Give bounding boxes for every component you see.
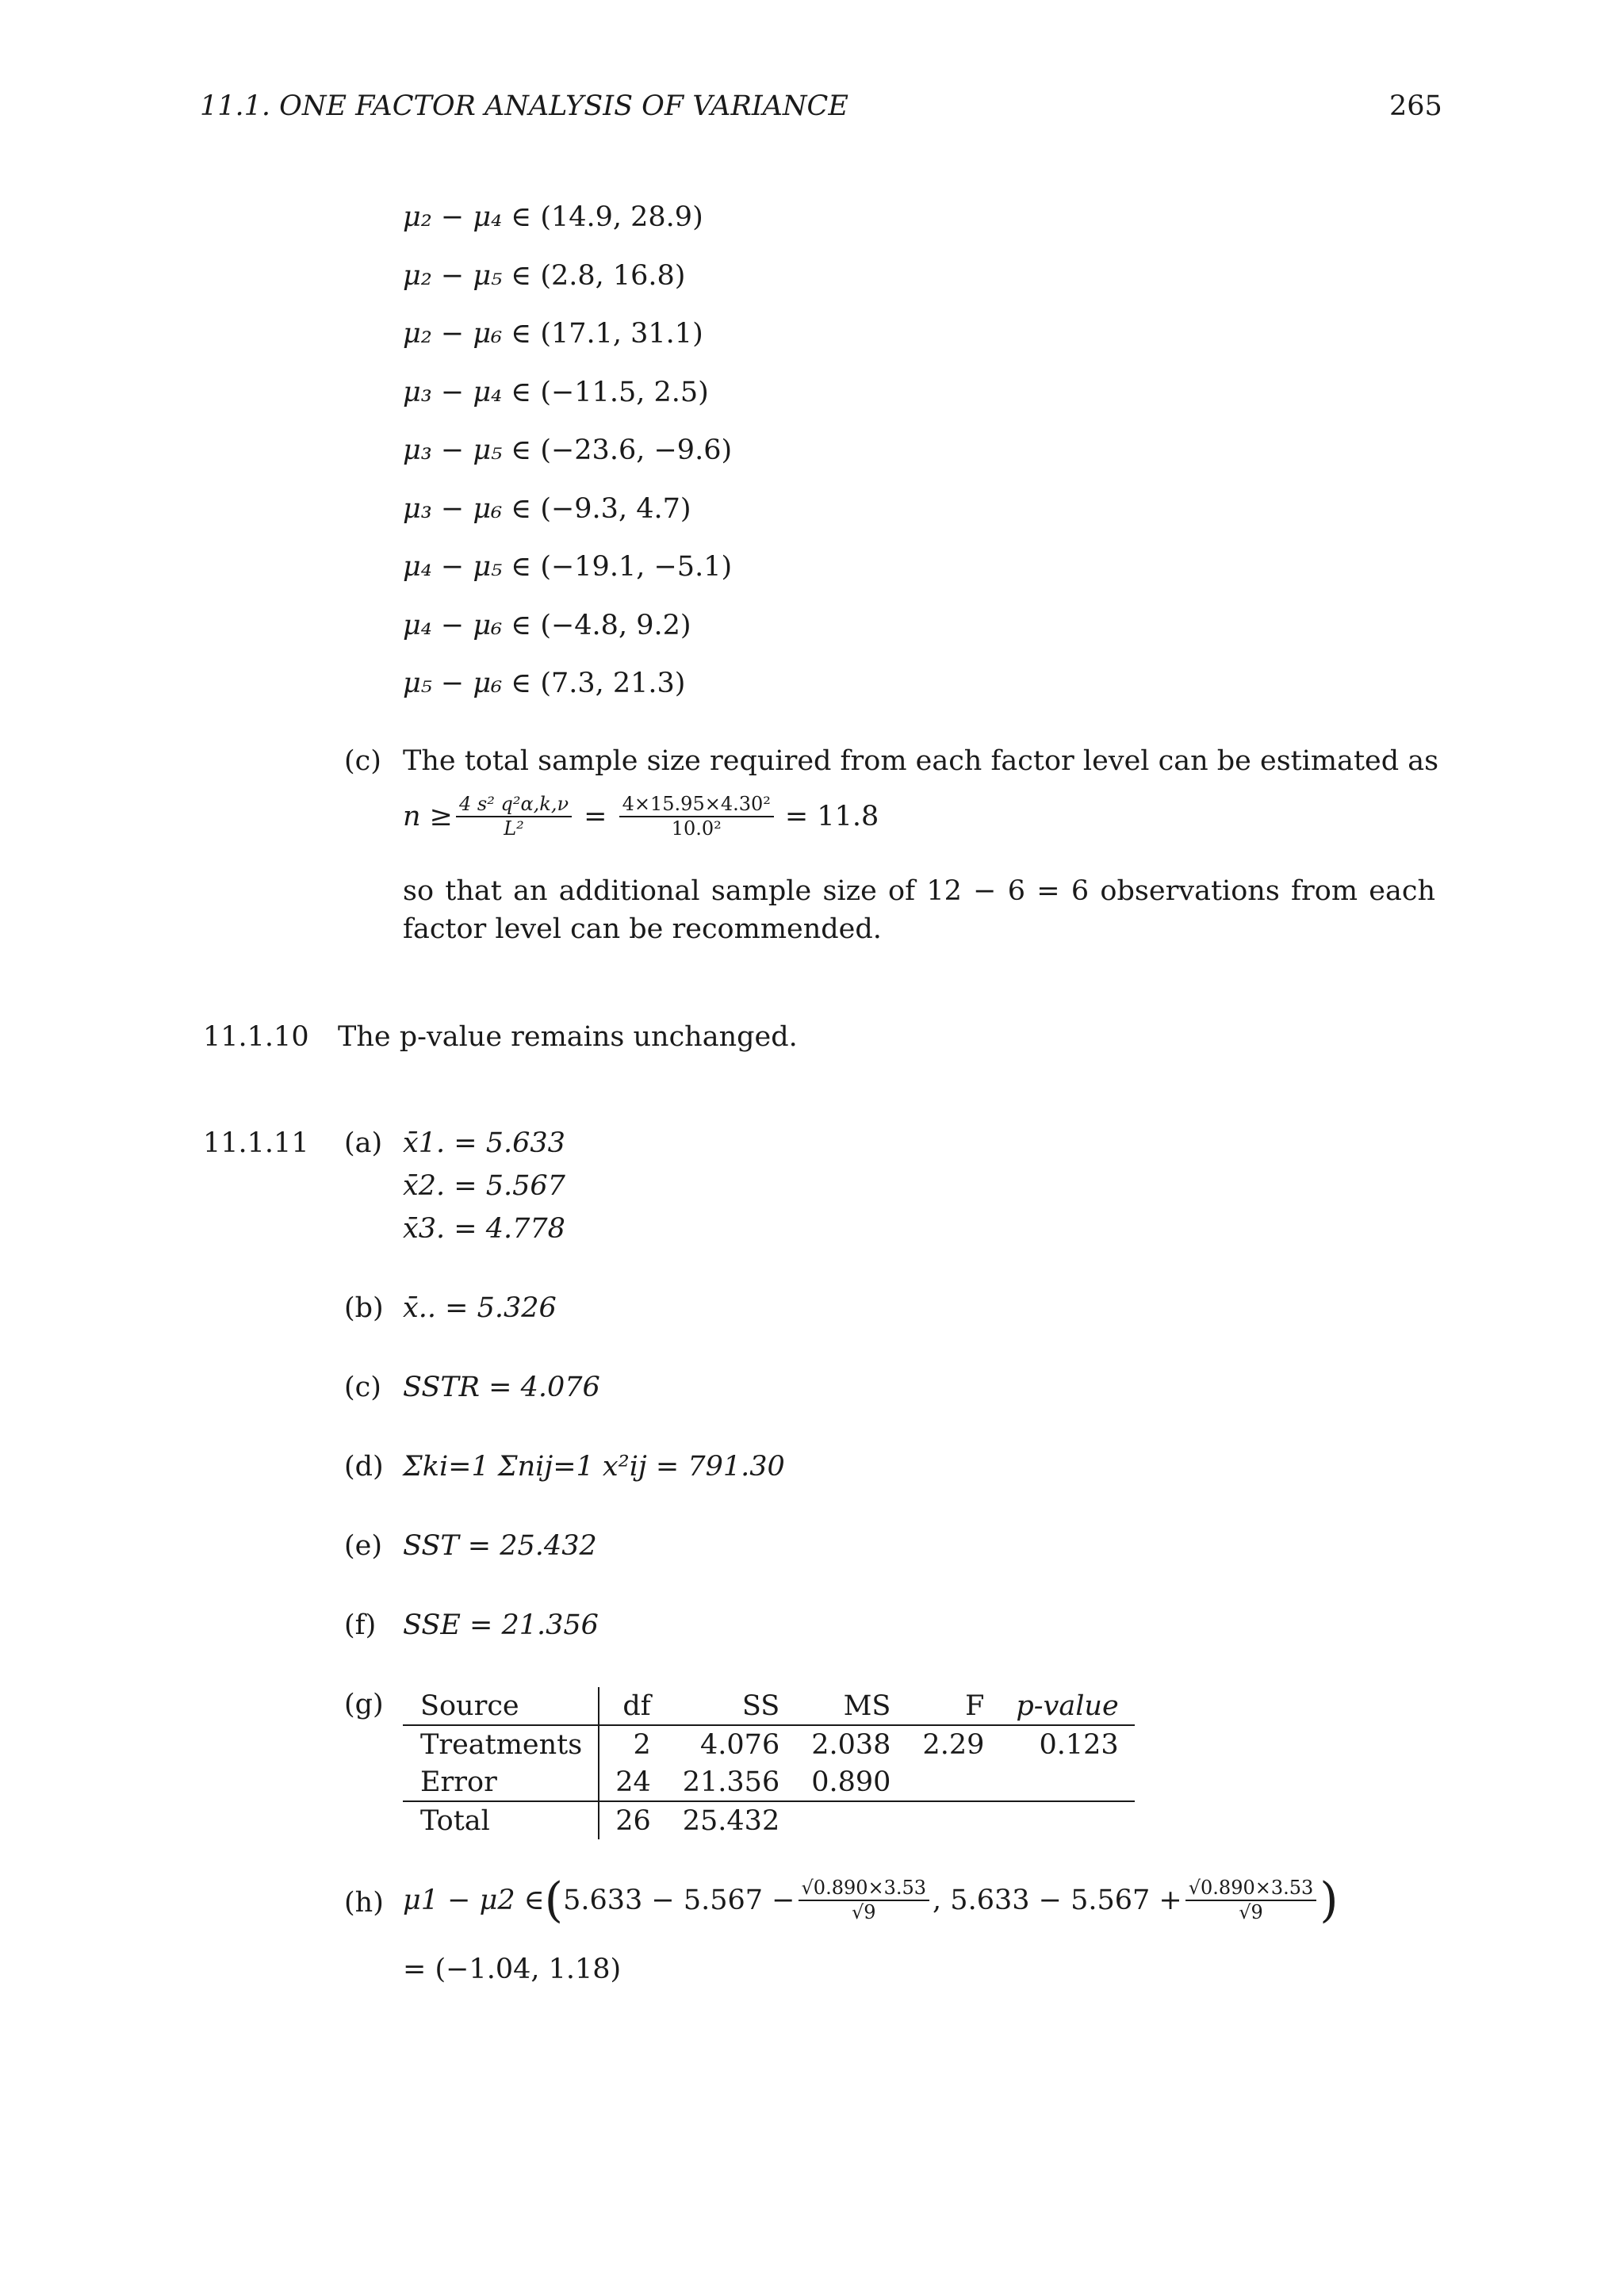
sst-value: SST = 25.432 [403,1530,597,1562]
formula-fraction-1 [456,794,572,839]
interval-row [403,318,703,350]
interval-value: (7.3, 21.3) [540,668,686,699]
equals-sign: = [575,801,616,833]
sse-value: SSE = 21.356 [403,1609,599,1641]
interval-lhs: μ₃ − μ₅ [403,434,503,466]
sample-size-formula [403,794,879,839]
problem-number-10: 11.1.10 [203,1021,309,1053]
row-treatments-df: 2 [599,1725,667,1763]
element-of-symbol: ∈ [502,259,541,292]
interval-lhs: μ₂ − μ₆ [403,318,503,350]
element-of-symbol: ∈ [502,434,541,466]
row-total-f [906,1801,1000,1839]
part-g-label: (g) [344,1689,384,1720]
ci-lhs: μ1 − μ2 ∈ [403,1885,545,1916]
anova-header-row [403,1687,1135,1725]
row-treatments-ss: 4.076 [700,1728,780,1761]
formula-fraction-2 [619,794,774,839]
row-treatments-source: Treatments [420,1728,583,1761]
anova-table [403,1687,1135,1839]
formula-lhs: n ≥ [403,801,453,833]
interval-lhs: μ₂ − μ₅ [403,259,503,292]
part-h-label: (h) [344,1887,384,1919]
interval-row [403,551,732,583]
col-header-ss: SS [667,1687,795,1725]
page-number: 265 [1389,90,1442,122]
interval-lhs: μ₄ − μ₅ [403,551,503,583]
part-c-label-11: (c) [344,1372,381,1403]
right-paren: ) [1320,1873,1339,1928]
interval-row [403,493,691,525]
interval-value: (−9.3, 4.7) [540,492,691,525]
interval-lhs: μ₅ − μ₆ [403,668,503,699]
interval-lhs: μ₄ − μ₆ [403,609,503,641]
fraction-2-denominator: 10.0² [671,817,722,840]
interval-value: (−23.6, −9.6) [540,434,733,466]
element-of-symbol: ∈ [502,376,541,408]
fraction-2-numerator: 4×15.95×4.30² [619,794,774,817]
part-a-label: (a) [344,1127,383,1159]
ci-result: = (−1.04, 1.18) [403,1954,622,1985]
row-total-ss: 25.432 [667,1801,795,1839]
sstr-value: SSTR = 4.076 [403,1372,600,1403]
part-c-label: (c) [344,745,381,777]
part-e-label: (e) [344,1530,383,1562]
interval-row [403,260,685,292]
interval-value: (−11.5, 2.5) [540,376,709,408]
row-treatments-ms: 2.038 [811,1728,891,1761]
part-b-label: (b) [344,1292,384,1324]
interval-lhs: μ₃ − μ₆ [403,492,503,525]
problem-10-text: The p-value remains unchanged. [338,1021,798,1053]
part-d-label: (d) [344,1451,384,1483]
fraction-1-denominator: L² [504,817,524,840]
ci-fraction-2 [1185,1878,1317,1923]
interval-value: (14.9, 28.9) [540,201,703,233]
row-total-source: Total [403,1801,599,1839]
grand-mean: x̄.. = 5.326 [403,1292,557,1324]
part-c-conclusion: so that an additional sample size of 12 − 6 = 6 observations from each factor level can be recommended. [403,875,1435,945]
row-error-source: Error [420,1766,497,1798]
ci-part1: 5.633 − 5.567 − [563,1885,795,1916]
element-of-symbol: ∈ [502,318,541,350]
col-header-ms: MS [795,1687,906,1725]
problem-number-11: 11.1.11 [203,1127,309,1159]
row-total-pvalue [1000,1801,1134,1839]
element-of-symbol: ∈ [502,609,541,641]
element-of-symbol: ∈ [502,551,541,583]
interval-row [403,201,703,233]
col-header-pvalue: p-value [1000,1687,1134,1725]
col-header-source: Source [403,1687,599,1725]
interval-lhs: μ₃ − μ₄ [403,376,503,408]
interval-value: (−4.8, 9.2) [540,609,691,641]
row-error-f [906,1763,1000,1801]
interval-row [403,434,732,466]
confidence-interval-formula [403,1873,1339,1928]
ci-frac2-denominator: √9 [1239,1901,1263,1923]
anova-table-wrapper [403,1687,1135,1839]
element-of-symbol: ∈ [502,492,541,525]
part-f-label: (f) [344,1609,377,1641]
fraction-1-numerator: 4 s² q²α,k,ν [456,794,572,817]
ci-fraction-1 [799,1878,930,1923]
mean-3: x̄3. = 4.778 [403,1213,565,1245]
row-error-df: 24 [599,1763,667,1801]
mean-1: x̄1. = 5.633 [403,1127,565,1159]
ci-part2: , 5.633 − 5.567 + [933,1885,1182,1916]
interval-row [403,610,691,641]
row-error-ms: 0.890 [811,1766,891,1798]
element-of-symbol: ∈ [502,668,541,699]
formula-result: = 11.8 [784,801,879,833]
table-row [403,1725,1135,1763]
table-row [403,1801,1135,1839]
interval-lhs: μ₂ − μ₄ [403,201,503,233]
ci-frac1-denominator: √9 [851,1901,876,1923]
row-treatments-pvalue: 0.123 [1039,1728,1119,1761]
interval-value: (2.8, 16.8) [540,259,686,292]
interval-row [403,377,709,408]
ci-frac2-numerator: √0.890×3.53 [1185,1878,1317,1901]
element-of-symbol: ∈ [502,201,541,233]
sum-of-squares-value: Σki=1 Σnij=1 x²ij = 791.30 [403,1451,785,1483]
row-total-ms [795,1801,906,1839]
col-header-df: df [599,1687,667,1725]
ci-frac1-numerator: √0.890×3.53 [799,1878,930,1901]
left-paren: ( [544,1873,564,1928]
row-treatments-f: 2.29 [922,1728,985,1761]
table-row [403,1763,1135,1801]
col-header-f: F [906,1687,1000,1725]
row-error-ss: 21.356 [682,1766,780,1798]
row-total-df: 26 [599,1801,667,1839]
running-header: 11.1. ONE FACTOR ANALYSIS OF VARIANCE [200,90,848,122]
interval-value: (−19.1, −5.1) [540,551,733,583]
row-error-pvalue [1000,1763,1134,1801]
mean-2: x̄2. = 5.567 [403,1170,565,1202]
interval-row [403,668,685,699]
part-c-text: The total sample size required from each factor level can be estimated as [403,745,1439,777]
interval-value: (17.1, 31.1) [540,318,703,350]
